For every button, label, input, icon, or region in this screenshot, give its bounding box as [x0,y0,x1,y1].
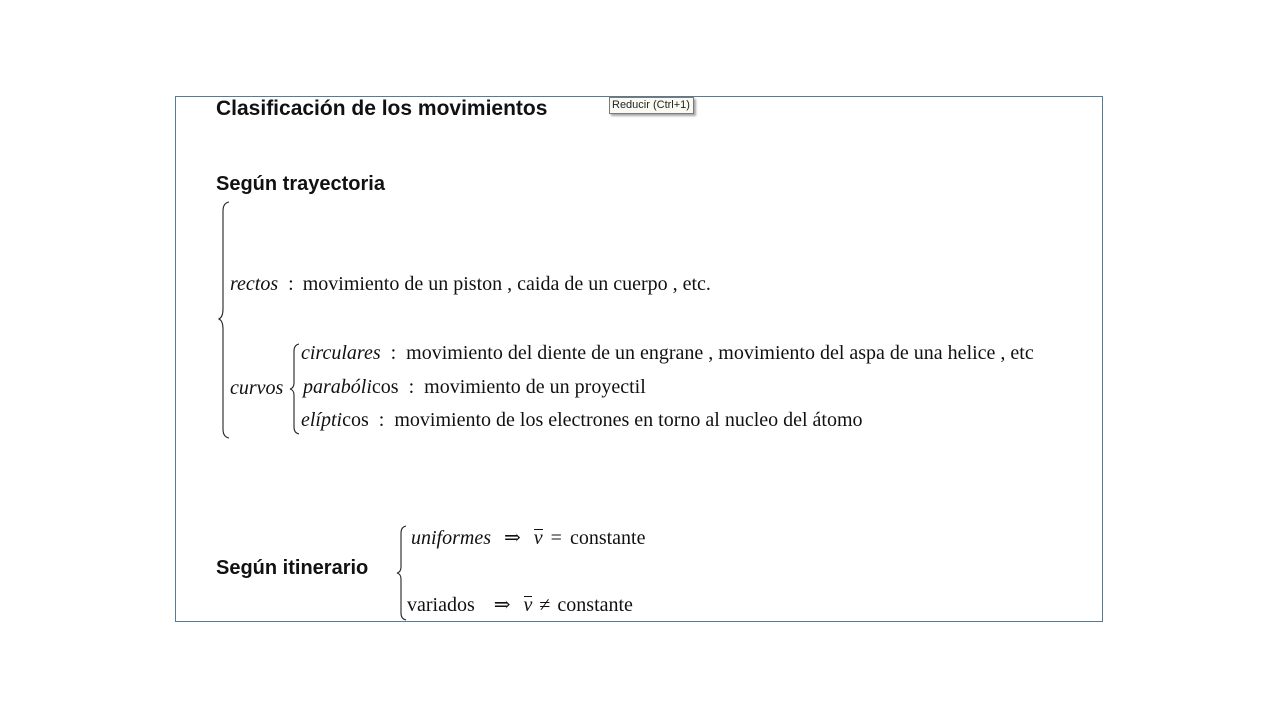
curvos-item-parabolicos [303,376,646,399]
uniformes-row [411,525,645,550]
uniformes-velocity-symbol: v [533,527,543,549]
rectos-separator: : [288,273,294,295]
uniformes-label: uniformes [411,527,491,549]
circulares-separator: : [390,342,397,364]
elipticos-label: elípti [301,409,343,431]
trayectoria-brace [218,201,232,439]
variados-operator: ≠ [539,594,551,616]
elipticos-separator: : [378,409,385,431]
variados-velocity-symbol: v [523,594,533,616]
curvos-label: curvos [230,377,284,399]
uniformes-value: constante [569,527,646,549]
circulares-description: movimiento del diente de un engrane , movimiento del aspa de una helice , etc [406,342,1034,364]
curvos-item-elipticos [301,409,863,432]
elipticos-label-rest: cos [342,409,369,431]
parabolicos-separator: : [408,376,415,398]
curvos-brace [289,343,301,435]
heading-itinerario: Según itinerario [216,557,369,579]
parabolicos-description: movimiento de un proyectil [424,376,646,398]
variados-velocity-vector [524,594,533,617]
uniformes-arrow: ⇒ [504,527,521,549]
rectos-label: rectos [230,273,279,295]
uniformes-operator: = [550,527,562,549]
rectos-description: movimiento de un piston , caida de un cuerpo , etc. [302,273,711,295]
uniformes-velocity-vector [534,527,543,550]
reduce-tooltip: Reducir (Ctrl+1) [609,97,694,114]
circulares-label: circulares [301,342,381,364]
parabolicos-label-rest: cos [371,376,399,398]
variados-label: variados [407,594,475,616]
curvos-item-circulares [301,342,1034,365]
variados-value: constante [557,594,633,616]
rectos-row [230,273,711,296]
variados-row [407,592,633,617]
heading-trayectoria: Según trayectoria [216,173,385,195]
parabolicos-label: parabóli [303,376,372,398]
document-title: Clasificación de los movimientos [216,97,548,120]
document-frame [175,96,1103,622]
elipticos-description: movimiento de los electrones en torno al nucleo del átomo [394,409,863,431]
variados-arrow: ⇒ [493,594,511,616]
